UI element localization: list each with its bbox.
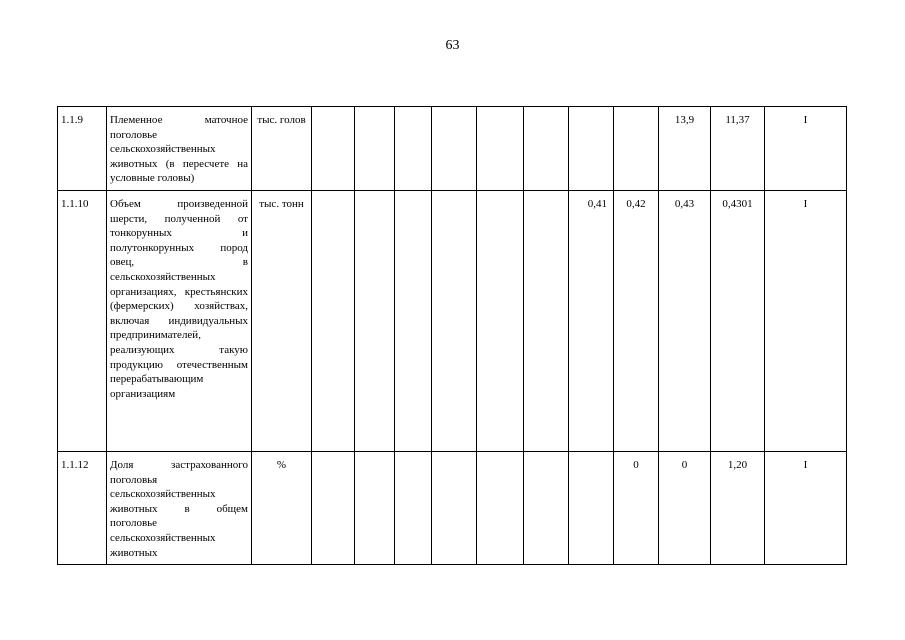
indicator-name: Объем произведенной шерсти, полученной от тонкорунных и полутонкорунных пород овец, в сельскохозяйственных организациях, крестьянских (фермерских) хозяйствах, включая индивидуальных предпринимателей, реализующих такую продукцию отечественным перерабатывающим организациям	[107, 190, 252, 451]
value-cell: 11,37	[711, 107, 765, 191]
value-cell	[614, 107, 659, 191]
status-cell: I	[765, 107, 847, 191]
indicator-number: 1.1.10	[58, 190, 107, 451]
value-cell	[432, 107, 477, 191]
value-cell	[395, 107, 432, 191]
value-cell	[355, 190, 395, 451]
value-cell	[477, 190, 524, 451]
status-cell: I	[765, 451, 847, 564]
indicator-number: 1.1.9	[58, 107, 107, 191]
value-cell	[312, 190, 355, 451]
unit-cell: тыс. голов	[252, 107, 312, 191]
value-cell	[395, 451, 432, 564]
value-cell	[312, 107, 355, 191]
value-cell: 1,20	[711, 451, 765, 564]
indicator-number: 1.1.12	[58, 451, 107, 564]
value-cell	[569, 451, 614, 564]
table-row	[58, 190, 847, 451]
value-cell	[355, 107, 395, 191]
indicator-name: Доля застрахованного поголовья сельскохозяйственных животных в общем поголовье сельскохозяйственных животных	[107, 451, 252, 564]
value-cell: 0,42	[614, 190, 659, 451]
indicator-name: Племенное маточное поголовье сельскохозяйственных животных (в пересчете на условные головы)	[107, 107, 252, 191]
table-row	[58, 451, 847, 564]
value-cell	[524, 190, 569, 451]
value-cell	[312, 451, 355, 564]
page-number: 63	[445, 38, 460, 53]
value-cell: 13,9	[659, 107, 711, 191]
unit-cell: %	[252, 451, 312, 564]
value-cell	[524, 451, 569, 564]
value-cell: 0,41	[569, 190, 614, 451]
value-cell	[395, 190, 432, 451]
table-row	[58, 107, 847, 191]
status-cell: I	[765, 190, 847, 451]
value-cell	[524, 107, 569, 191]
value-cell: 0,4301	[711, 190, 765, 451]
value-cell	[432, 190, 477, 451]
value-cell	[355, 451, 395, 564]
indicators-table	[57, 106, 847, 565]
value-cell	[477, 451, 524, 564]
value-cell: 0	[614, 451, 659, 564]
value-cell: 0,43	[659, 190, 711, 451]
value-cell: 0	[659, 451, 711, 564]
value-cell	[569, 107, 614, 191]
value-cell	[432, 451, 477, 564]
value-cell	[477, 107, 524, 191]
unit-cell: тыс. тонн	[252, 190, 312, 451]
